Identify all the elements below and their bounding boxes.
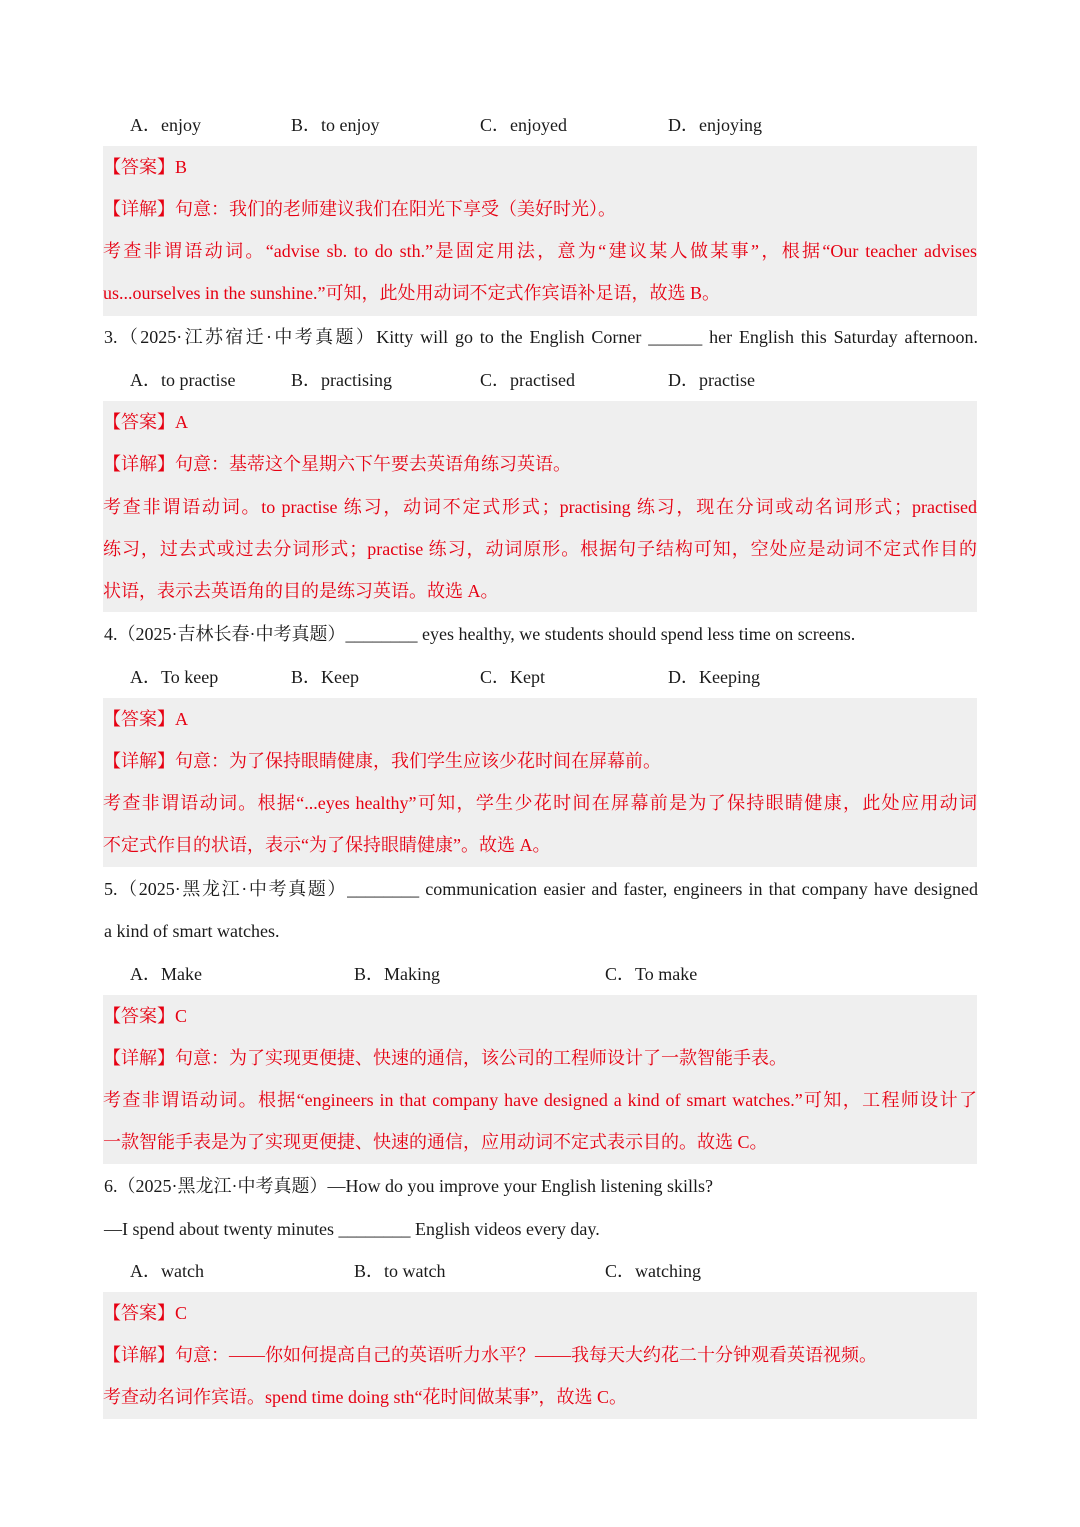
explanation-line: 考查非谓语动词。“advise sb. to do sth.”是固定用法，意为“建议某人做某事”，根据“Our teacher advises (103, 241, 977, 261)
question-3-stem: 3.（2025·江苏宿迁·中考真题）Kitty will go to the English Corner ______ her English this Saturday afternoon. (104, 327, 978, 347)
explanation-line: 考查动名词作宾语。spend time doing sth“花时间做某事”，故选 C。 (103, 1387, 627, 1407)
option-b: B．practising (291, 370, 392, 390)
explanation-line: 考查非谓语动词。to practise 练习，动词不定式形式；practising 练习，现在分词或动名词形式；practised (103, 497, 977, 517)
option-a: A．watch (130, 1261, 204, 1281)
option-b: B．Making (354, 964, 441, 984)
answer-label: 【答案】C (103, 1303, 188, 1323)
explanation-line: 不定式作目的状语，表示“为了保持眼睛健康”。故选 A。 (103, 835, 551, 855)
question-4-stem: 4.（2025·吉林长春·中考真题）________ eyes healthy, we students should spend less time on screens. (104, 624, 856, 644)
option-d: D．practise (668, 370, 755, 390)
explanation-line: us...ourselves in the sunshine.”可知，此处用动词不定式作宾语补足语，故选 B。 (103, 283, 720, 303)
question-6-stem: 6.（2025·黑龙江·中考真题）—How do you improve your English listening skills? (104, 1176, 713, 1196)
q2-answer-box (103, 146, 977, 316)
option-b: B．Keep (291, 667, 359, 687)
option-a: A．Make (130, 964, 202, 984)
option-c: C．practised (480, 370, 575, 390)
option-a: A．To keep (130, 667, 219, 687)
explanation-line: 考查非谓语动词。根据“engineers in that company have designed a kind of smart watches.”可知，工程师设计了 (103, 1090, 977, 1110)
explanation-line: 【详解】句意：为了实现更便捷、快速的通信，该公司的工程师设计了一款智能手表。 (103, 1048, 787, 1068)
answer-label: 【答案】C (103, 1006, 188, 1026)
q4-answer-box (103, 698, 977, 867)
option-d: D．enjoying (668, 115, 762, 135)
option-b: B．to watch (354, 1261, 446, 1281)
q6-answer-box (103, 1292, 977, 1419)
explanation-line: 一款智能手表是为了实现更便捷、快速的通信，应用动词不定式表示目的。故选 C。 (103, 1132, 768, 1152)
option-c: C．watching (605, 1261, 701, 1281)
option-b: B．to enjoy (291, 115, 380, 135)
answer-label: 【答案】A (103, 412, 188, 432)
question-5-stem: 5.（2025·黑龙江·中考真题）________ communication easier and faster, engineers in that company have designed (104, 879, 978, 899)
question-5-stem-cont: a kind of smart watches. (104, 921, 280, 941)
explanation-line: 【详解】句意：——你如何提高自己的英语听力水平？——我每天大约花二十分钟观看英语视频。 (103, 1345, 877, 1365)
option-c: C．To make (605, 964, 698, 984)
question-6-stem-cont: —I spend about twenty minutes ________ English videos every day. (104, 1219, 600, 1239)
option-a: A．to practise (130, 370, 236, 390)
q5-answer-box (103, 995, 977, 1164)
option-a: A．enjoy (130, 115, 201, 135)
option-c: C．Kept (480, 667, 545, 687)
answer-label: 【答案】B (103, 157, 188, 177)
explanation-line: 【详解】句意：我们的老师建议我们在阳光下享受（美好时光）。 (103, 199, 616, 219)
option-c: C．enjoyed (480, 115, 567, 135)
q3-answer-box (103, 401, 977, 612)
explanation-line: 【详解】句意：为了保持眼睛健康，我们学生应该少花时间在屏幕前。 (103, 751, 661, 771)
explanation-line: 【详解】句意：基蒂这个星期六下午要去英语角练习英语。 (103, 454, 571, 474)
option-d: D．Keeping (668, 667, 760, 687)
explanation-line: 练习，过去式或过去分词形式；practise 练习，动词原形。根据句子结构可知，空处应是动词不定式作目的 (103, 539, 977, 559)
explanation-line: 状语，表示去英语角的目的是练习英语。故选 A。 (103, 581, 499, 601)
explanation-line: 考查非谓语动词。根据“...eyes healthy”可知，学生少花时间在屏幕前是为了保持眼睛健康，此处应用动词 (103, 793, 977, 813)
answer-label: 【答案】A (103, 709, 188, 729)
